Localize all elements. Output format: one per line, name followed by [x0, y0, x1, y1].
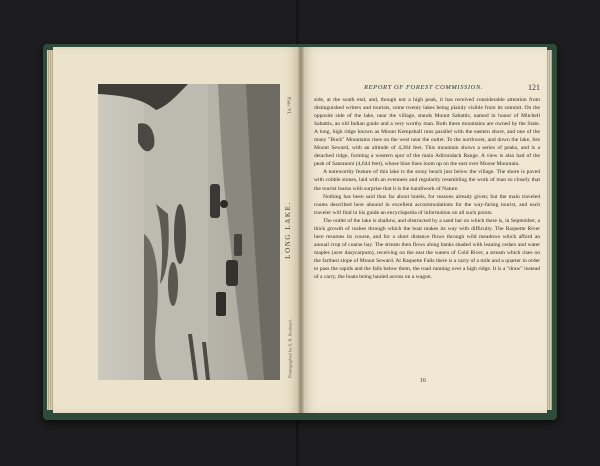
signature-mark: 16 — [420, 378, 426, 384]
paragraph: Nothing has been said thus far about hotels, for reasons already given; but the main traveled routes described here abound in excellent accommodations for the way-faring tourist, and each traveler will find in his guide an encyclopedia of information on all such points. — [314, 193, 540, 216]
plate-number: Plate VI. — [285, 96, 291, 115]
page-number: 121 — [528, 83, 540, 92]
running-header — [312, 84, 540, 94]
body-text — [314, 96, 540, 376]
running-header-title: REPORT OF FOREST COMMISSION. — [364, 84, 484, 91]
paragraph: The outlet of the lake is shallow, and obstructed by a sand bar on which there is, in September, a thick growth of rushes through which the boat makes its way with difficulty. The Raquette River here resumes its course, and for a short distance flows through wild meadows which afford an annual crop of coarse hay. The stream then flows along banks shaded with leaning cedars and water maples (acer dasycarpum), receiving on the east the waters of Cold River, a stream which rises on the farthest slope of Mount Seward. At Raquette Falls there is a carry of a mile and a quarter in order to pass the rapids and the falls below them, the road running over a high ridge. It is a "draw" instead of a carry, the boats being hauled across on a wagon. — [314, 217, 540, 281]
photo-credit: Photographed by S. R. Stoddard. — [287, 318, 293, 379]
book-gutter — [298, 47, 304, 413]
plate-caption: LONG LAKE. — [284, 201, 292, 259]
paragraph: A noteworthy feature of this lake is the stony beach just below the village. The shore is paved with cobble stones, laid with an evenness and regularity resembling the work of man so closely that the tourist learns with surprise that it is the handiwork of Nature. — [314, 169, 540, 192]
paragraph: side, at the south end, and, though not a high peak, it has received considerable attention from distinguished writers and tourists, some twenty lakes being plainly visible from its summit. On the opposite side of the lake, near the village, stands Mount Sabattis, named in honor of Mitchell Sabattis, an old Indian guide and a very worthy man. Both these mountains are owned by the State. A long, high ridge known as Mount Kempshall runs parallel with the eastern shore, and one of the many "Buck" Mountains rises on the west near the outlet. To the northwest, and down the lake, lies Mount Seward, with an altitude of 4,384 feet. This mountain shows a series of peaks, and is a detached ridge, forming a western spur of the main Adirondack Range. A view is also had of the peak of Santanoni (4,644 feet), whose blue lines loom up on the east over Moose Mountain. — [314, 97, 540, 168]
plate-photograph — [98, 84, 280, 380]
lake-photo-image — [98, 84, 280, 380]
